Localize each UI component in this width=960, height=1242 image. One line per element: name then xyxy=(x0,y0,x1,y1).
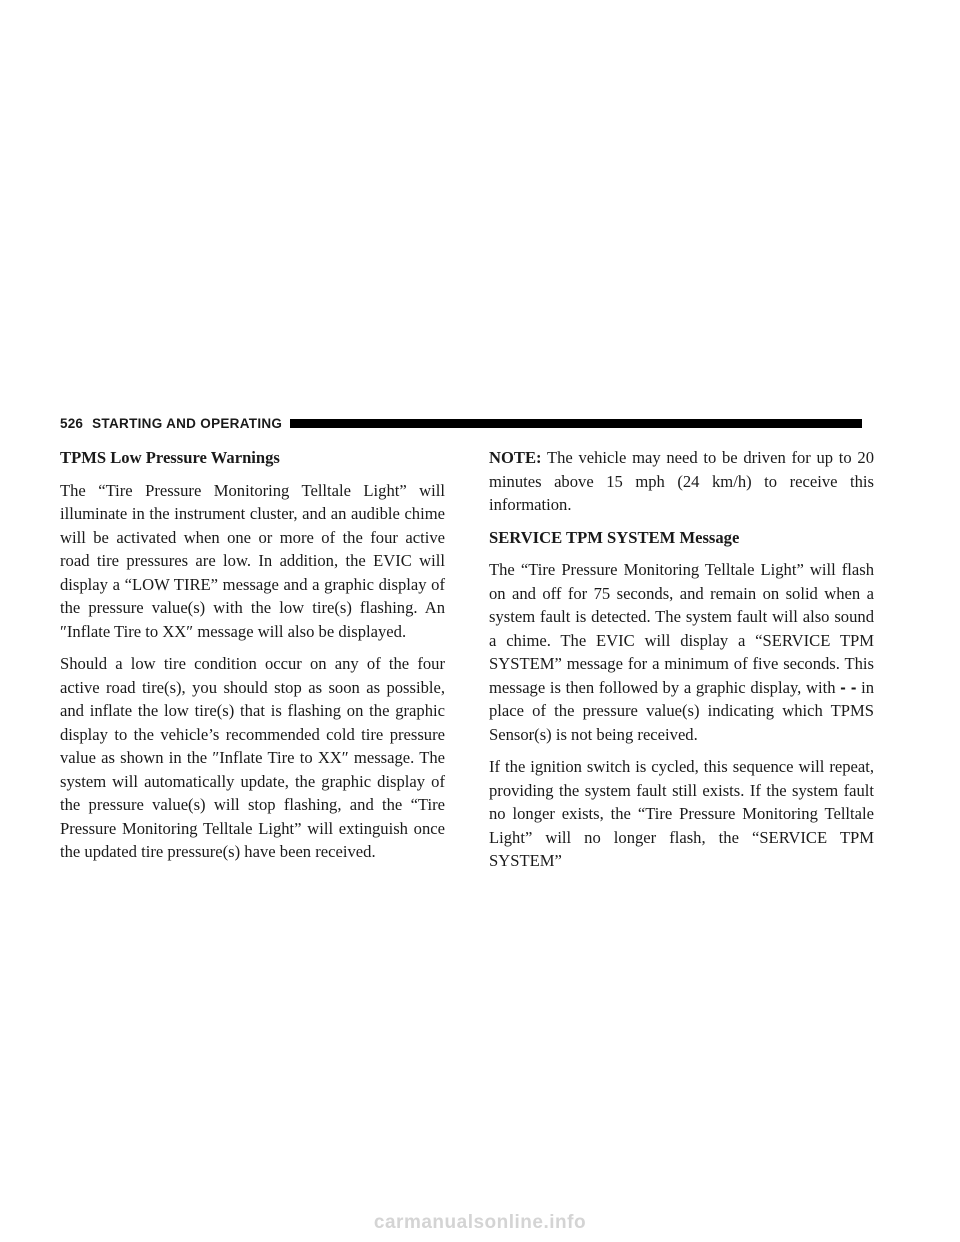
note-text: The vehicle may need to be driven for up to 20 minutes above 15 mph (24 km/h) to receive this information. xyxy=(489,448,874,514)
right-column xyxy=(489,446,874,882)
heading-tpms-low-pressure-warnings: TPMS Low Pressure Warnings xyxy=(60,448,280,467)
dashes-symbol: - - xyxy=(840,677,857,697)
page-number: 526 xyxy=(60,415,84,431)
section-title: STARTING AND OPERATING xyxy=(92,415,283,431)
header-rule xyxy=(290,419,862,428)
note-label: NOTE: xyxy=(489,448,542,467)
paragraph-telltale-light: The “Tire Pressure Monitoring Telltale Light” will illuminate in the instrument cluster, and an audible chime will be activated when one or more of the four active road tire pressures are low. In addition, the EVIC will display a “LOW TIRE” message and a graphic display of the pressure value(s) with the low tire(s) flashing. An ″Inflate Tire to XX″ message will also be displayed. xyxy=(60,480,445,641)
heading-service-tpm-system-message: SERVICE TPM SYSTEM Message xyxy=(489,527,740,547)
watermark-logo: carmanualsonline.info xyxy=(373,1212,587,1233)
paragraph-low-tire-condition: Should a low tire condition occur on any of the four active road tire(s), you should stop as soon as possible, and inflate the low tire(s) that is flashing on the graphic display to the vehicle’s recommended cold tire pressure value as shown in the ″Inflate Tire to XX″ message. The system will automatically update, the graphic display of the pressure value(s) will stop flashing, and the “Tire Pressure Monitoring Telltale Light” will extinguish once the updated tire pressure(s) have been received. xyxy=(60,654,445,861)
paragraph-system-fault xyxy=(489,558,874,746)
note-paragraph xyxy=(489,446,874,517)
paragraph-system-fault-text-b: in place of the pressure value(s) indicating which TPMS Sensor(s) is not being received. xyxy=(489,677,874,744)
paragraph-ignition-cycled: If the ignition switch is cycled, this sequence will repeat, providing the system fault still exists. If the system fault no longer exists, the “Tire Pressure Monitoring Telltale Light” will no longer flash, the “SERVICE TPM SYSTEM” xyxy=(489,757,874,870)
page-header xyxy=(60,414,862,432)
paragraph-system-fault-text-a: The “Tire Pressure Monitoring Telltale Light” will flash on and off for 75 seconds, and remain on solid when a system fault is detected. The system fault will also sound a chime. The EVIC will display a “SERVICE TPM SYSTEM” message for a minimum of five seconds. This message is then followed by a graphic display, with xyxy=(489,560,874,697)
left-column xyxy=(60,446,445,873)
